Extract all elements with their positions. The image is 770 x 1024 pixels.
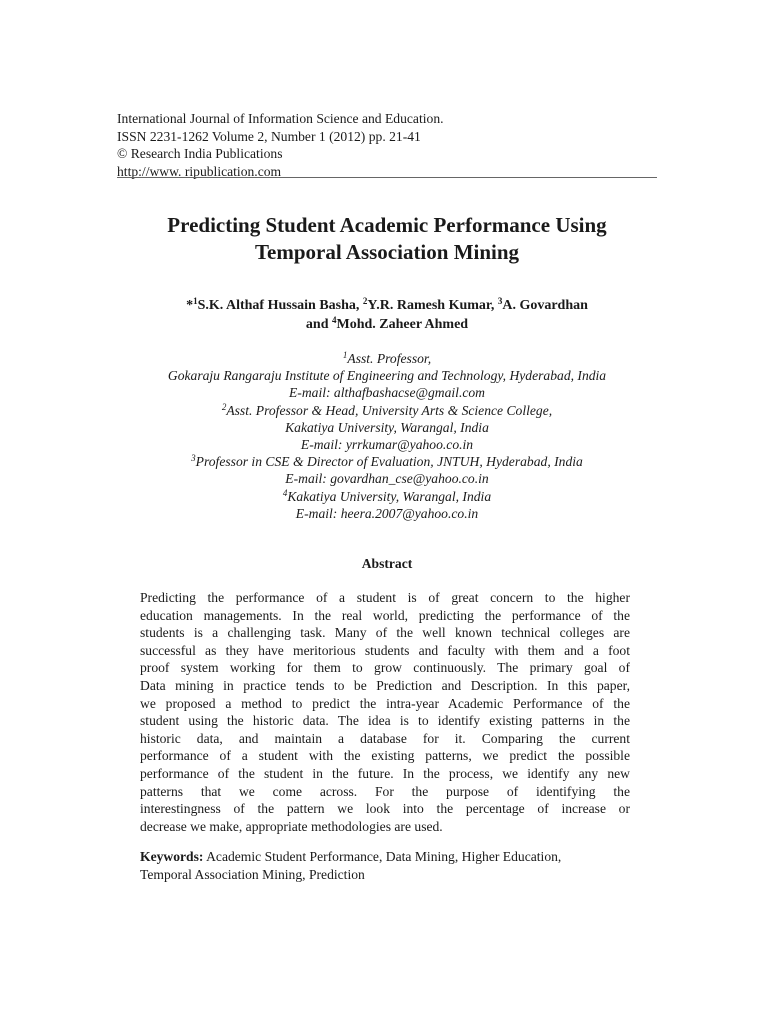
corresponding-mark: * — [186, 298, 194, 313]
title-line-1: Predicting Student Academic Performance Using — [167, 213, 607, 237]
affiliations — [117, 350, 657, 522]
affiliation-1-title-text: Asst. Professor, — [347, 351, 432, 366]
abstract-line: successful as they have meritorious students and faculty with them and a foot — [140, 642, 630, 658]
author-1-name: S.K. Althaf Hussain Basha, — [197, 298, 360, 313]
author-3-name: A. Govardhan — [502, 298, 588, 313]
journal-issn: ISSN 2231-1262 Volume 2, Number 1 (2012) pp. 21-41 — [117, 128, 421, 144]
author-1-sup: 1 — [193, 296, 198, 306]
affiliation-2-institution: Kakatiya University, Warangal, India — [285, 419, 489, 435]
affiliation-4-email: E-mail: heera.2007@yahoo.co.in — [295, 505, 479, 521]
affiliation-2-email: E-mail: yrrkumar@yahoo.co.in — [300, 437, 474, 453]
abstract-line: student using the historic data. The idea is to identify existing patterns in the — [140, 713, 630, 729]
paper-title — [117, 212, 657, 266]
abstract-line: education managements. In the real world, predicting the performance of the — [140, 607, 630, 623]
journal-url: http://www. ripublication.com — [117, 163, 282, 179]
abstract-line: proof system working for them to grow continuously. The primary goal of — [140, 660, 630, 676]
abstract-line: Predicting the performance of a student is of great concern to the higher — [140, 590, 630, 605]
abstract-line: historic data, and maintain a database for it. Comparing the current — [140, 730, 630, 746]
abstract-line: performance of a student with the existing patterns, we predict the possible — [140, 748, 630, 764]
affiliation-1-institution: Gokaraju Rangaraju Institute of Engineering and Technology, Hyderabad, India — [167, 368, 607, 384]
affiliation-2-title-text: Asst. Professor & Head, University Arts & Science College, — [226, 402, 553, 418]
author-3-sup: 3 — [497, 296, 503, 306]
author-4-sup: 4 — [331, 315, 337, 325]
keywords-line-1 — [140, 848, 640, 866]
affiliation-4-institution — [117, 488, 657, 505]
author-list — [117, 296, 657, 334]
title-line-2: Temporal Association Mining — [254, 240, 520, 264]
affiliation-3-title-text: Professor in CSE & Director of Evaluation, JNTUH, Hyderabad, India — [195, 454, 583, 470]
abstract-body — [140, 589, 630, 835]
keywords-label: Keywords: — [140, 849, 204, 864]
header-divider — [117, 177, 657, 178]
abstract-line: decrease we make, appropriate methodologies are used. — [140, 818, 443, 834]
keywords-text-1: Academic Student Performance, Data Mining, Higher Education, — [206, 849, 562, 864]
journal-header — [117, 110, 657, 180]
abstract-line: patterns that we come across. For the purpose of identifying the — [140, 783, 630, 799]
keywords-section — [140, 848, 640, 883]
journal-name: International Journal of Information Science and Education. — [117, 111, 444, 126]
abstract-line: we proposed a method to predict the intra-year Academic Performance of the — [140, 695, 630, 711]
affiliation-3-sup: 3 — [191, 453, 196, 464]
affiliation-2-title — [117, 402, 657, 419]
authors-line-2 — [117, 315, 657, 334]
author-2-name: Y.R. Ramesh Kumar, — [367, 298, 495, 313]
keywords-text-2: Temporal Association Mining, Prediction — [140, 866, 365, 882]
authors-line-1 — [117, 296, 657, 315]
affiliation-2-sup: 2 — [221, 401, 227, 412]
abstract-heading: Abstract — [361, 556, 413, 571]
affiliation-4-sup: 4 — [282, 487, 288, 498]
author-4-name: Mohd. Zaheer Ahmed — [336, 317, 469, 332]
affiliation-1-email: E-mail: althafbashacse@gmail.com — [289, 385, 485, 401]
abstract-line: Data mining in practice tends to be Prediction and Description. In this paper, — [140, 677, 630, 693]
affiliation-1-title — [117, 350, 657, 367]
authors-and: and — [305, 317, 329, 332]
abstract-line: students is a challenging task. Many of the well known technical colleges are — [140, 625, 630, 641]
abstract-line: performance of the student in the future. In the process, we identify any new — [140, 765, 630, 781]
abstract-line: interestingness of the pattern we look into the percentage of increase or — [140, 801, 630, 817]
journal-publisher: © Research India Publications — [117, 146, 283, 162]
affiliation-3-title — [117, 453, 657, 470]
author-2-sup: 2 — [362, 296, 368, 306]
affiliation-4-institution-text: Kakatiya University, Warangal, India — [287, 488, 492, 504]
affiliation-1-sup: 1 — [342, 350, 348, 360]
affiliation-3-email: E-mail: govardhan_cse@yahoo.co.in — [285, 471, 489, 487]
